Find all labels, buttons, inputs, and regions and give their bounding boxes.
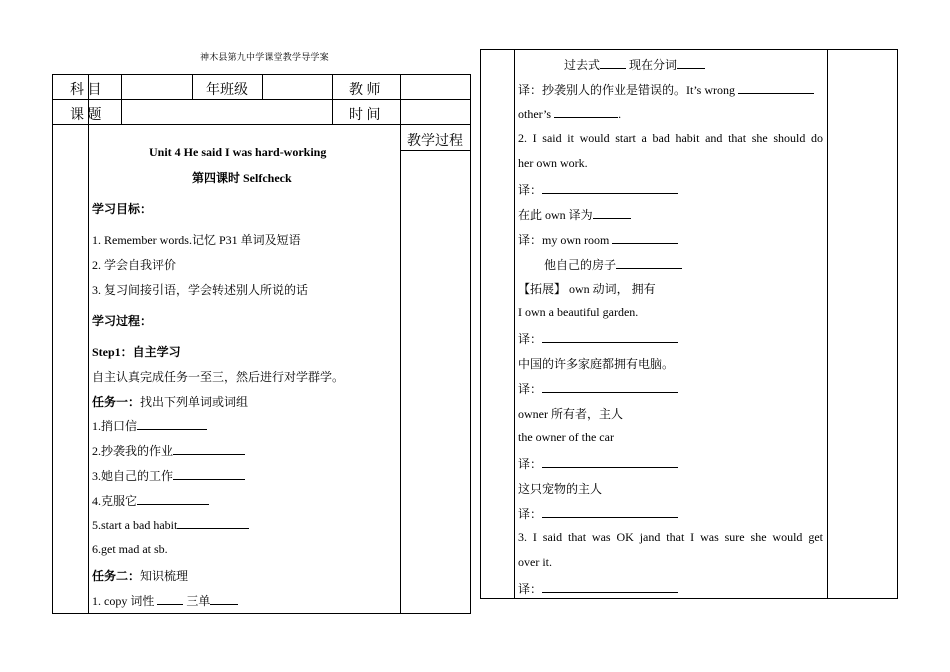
answer-blank[interactable] [137, 493, 209, 505]
answer-blank[interactable] [157, 593, 183, 605]
answer-blank[interactable] [542, 581, 678, 593]
answer-blank[interactable] [542, 331, 678, 343]
own-meaning-line: 在此 own 译为 [518, 206, 631, 223]
process-label: 教学过程 [407, 134, 463, 149]
translation-line: 译： [518, 505, 678, 522]
process-heading: 学习过程： [92, 314, 153, 328]
task1-item: 1.捎口信 [92, 417, 207, 434]
translation-line: other’s . [518, 107, 622, 121]
translation-line: 译：抄袭别人的作业是错误的。It’s wrong [518, 81, 814, 98]
answer-blank[interactable] [542, 381, 678, 393]
own-garden-line: I own a beautiful garden. [518, 305, 639, 319]
task1-item: 4.克服它 [92, 492, 209, 509]
task1-heading: 任务一： [92, 395, 141, 409]
task1-item: 3.她自己的工作 [92, 467, 245, 484]
answer-blank[interactable] [137, 418, 207, 430]
task1-item: 2.抄袭我的作业 [92, 442, 245, 459]
answer-blank[interactable] [210, 593, 238, 605]
answer-blank[interactable] [677, 57, 705, 69]
sentence-2-line1: 2. I said it would start a bad habit and that she should do [518, 131, 823, 145]
translation-line: 译： [518, 181, 678, 198]
answer-blank[interactable] [616, 257, 682, 269]
my-own-room-line: 译：my own room [518, 231, 678, 248]
goal-item: 1. Remember words.记忆 P31 单词及短语 [92, 233, 301, 247]
translation-line: 译： [518, 330, 678, 347]
goals-heading: 学习目标： [92, 202, 153, 216]
teacher-label: 教 师 [349, 83, 381, 98]
china-families-line: 中国的许多家庭都拥有电脑。 [518, 357, 675, 371]
sentence-3-line1: 3. I said that was OK jand that I was sure she would get [518, 530, 823, 544]
subject-label: 科 目 [70, 83, 102, 98]
pet-owner-line: 这只宠物的主人 [518, 482, 603, 496]
sentence-3-line2: over it. [518, 555, 552, 569]
owner-car-line: the owner of the car [518, 430, 614, 444]
lesson-title: 第四课时 Selfcheck [192, 171, 292, 185]
answer-blank[interactable] [612, 232, 678, 244]
owner-line: owner 所有者，主人 [518, 407, 623, 421]
unit-title: Unit 4 He said I was hard-working [149, 145, 327, 159]
copy-line: 1. copy 词性 三单 [92, 592, 238, 609]
grade-label: 年班级 [206, 83, 248, 98]
answer-blank[interactable] [738, 82, 814, 94]
goal-item: 2. 学会自我评价 [92, 258, 177, 272]
answer-blank[interactable] [542, 456, 678, 468]
sentence-2-line2: her own work. [518, 156, 588, 170]
answer-blank[interactable] [542, 506, 678, 518]
translation-line: 译： [518, 580, 678, 597]
past-tense-line: 过去式 现在分词 [564, 56, 705, 73]
time-label: 时 间 [349, 108, 381, 123]
step1-desc: 自主认真完成任务一至三，然后进行对学群学。 [92, 370, 345, 384]
answer-blank[interactable] [554, 106, 618, 118]
his-house-line: 他自己的房子 [544, 256, 682, 273]
document-header: 神木县第九中学课堂教学导学案 [200, 52, 329, 62]
task1-line [92, 393, 248, 410]
answer-blank[interactable] [593, 207, 631, 219]
answer-blank[interactable] [173, 443, 245, 455]
translation-line: 译： [518, 455, 678, 472]
task2-desc: 知识梳理 [140, 569, 189, 583]
task1-desc: 找出下列单词或词组 [140, 395, 249, 409]
step1-heading: Step1：自主学习 [92, 345, 181, 359]
task2-heading: 任务二： [92, 569, 141, 583]
answer-blank[interactable] [600, 57, 626, 69]
answer-blank[interactable] [173, 468, 245, 480]
task1-item: 5.start a bad habit [92, 517, 249, 533]
task1-item: 6.get mad at sb. [92, 542, 168, 556]
task2-line [92, 567, 188, 584]
translation-line: 译： [518, 380, 678, 397]
answer-blank[interactable] [177, 517, 249, 529]
goal-item: 3. 复习间接引语，学会转述别人所说的话 [92, 283, 309, 297]
topic-label: 课 题 [70, 108, 102, 123]
expand-line: 【拓展】 own 动词， 拥有 [518, 282, 656, 296]
answer-blank[interactable] [542, 182, 678, 194]
